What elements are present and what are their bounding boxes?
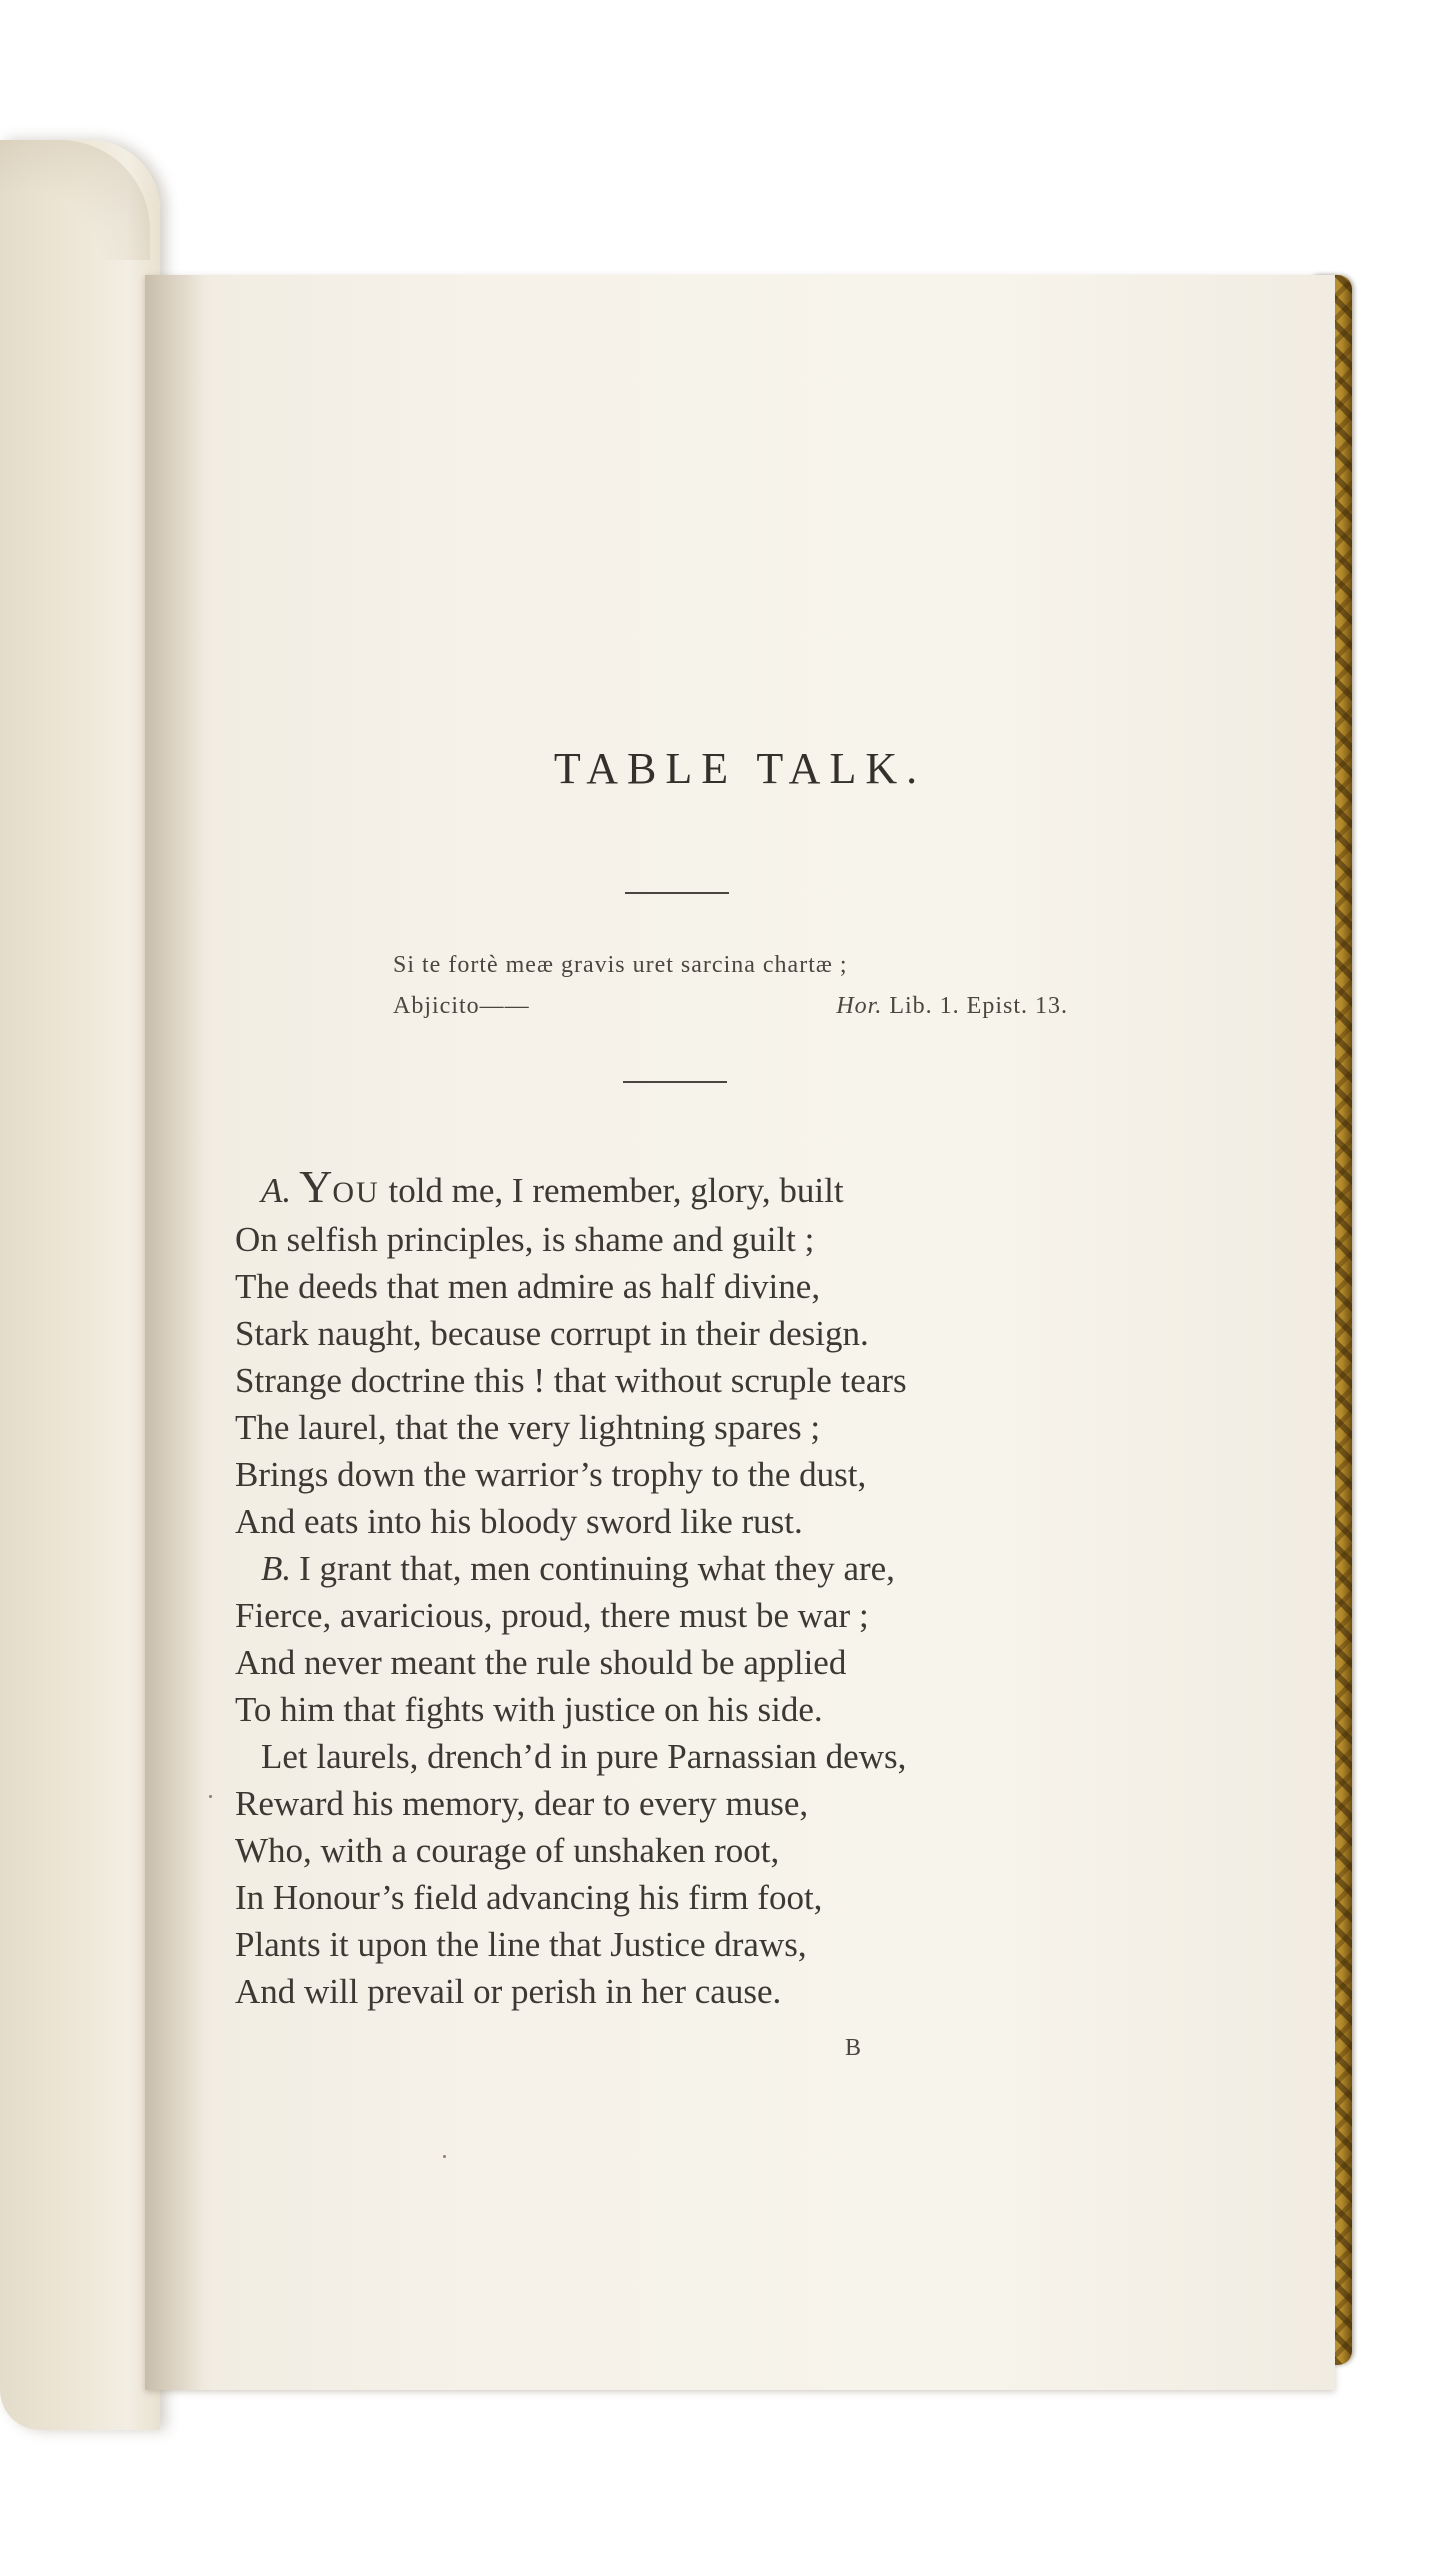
rule-above-epigraph xyxy=(625,892,729,894)
poem-line: In Honour’s field advancing his firm foot, xyxy=(235,1878,823,1917)
poem-line: And never meant the rule should be applied xyxy=(235,1643,847,1682)
citation-author: Hor. xyxy=(836,993,883,1019)
poem-line: Brings down the warrior’s trophy to the dust, xyxy=(235,1455,867,1494)
citation-reference: Lib. 1. Epist. 13. xyxy=(882,993,1068,1019)
epigraph-citation xyxy=(836,993,1068,1020)
poem-line: Strange doctrine this ! that without scruple tears xyxy=(235,1361,907,1400)
poem-line: The laurel, that the very lightning spares ; xyxy=(235,1408,821,1447)
left-page xyxy=(0,140,160,2430)
paper-speck xyxy=(209,1795,212,1798)
small-caps-text: OU xyxy=(332,1176,380,1209)
line-text: told me, I remember, glory, built xyxy=(379,1171,844,1210)
paper-speck xyxy=(443,2155,446,2158)
signature-mark: B xyxy=(845,2035,862,2061)
poem-line: And eats into his bloody sword like rust. xyxy=(235,1502,803,1541)
poem-line: To him that fights with justice on his side. xyxy=(235,1690,823,1729)
poem xyxy=(235,1163,1235,2015)
speaker-b: B. xyxy=(261,1549,292,1588)
poem-line: The deeds that men admire as half divine, xyxy=(235,1267,821,1306)
poem-line: On selfish principles, is shame and guilt ; xyxy=(235,1220,815,1259)
poem-line: Stark naught, because corrupt in their design. xyxy=(235,1314,869,1353)
poem-line-b xyxy=(235,1545,1235,1592)
poem-line: Who, with a courage of unshaken root, xyxy=(235,1831,780,1870)
poem-line-indented: Let laurels, drench’d in pure Parnassian dews, xyxy=(261,1737,907,1776)
epigraph-text: Si te fortè meæ gravis uret sarcina chartæ ; xyxy=(393,952,848,978)
poem-line: And will prevail or perish in her cause. xyxy=(235,1972,782,2011)
poem-line: Plants it upon the line that Justice draws, xyxy=(235,1925,807,1964)
book-page xyxy=(145,275,1335,2390)
poem-line-1 xyxy=(235,1163,1235,1216)
line-text: I grant that, men continuing what they are, xyxy=(299,1549,895,1588)
drop-capital: Y xyxy=(299,1161,333,1212)
rule-below-epigraph xyxy=(623,1081,727,1083)
page-title: TABLE TALK. xyxy=(553,744,927,793)
poem-line: Fierce, avaricious, proud, there must be war ; xyxy=(235,1596,869,1635)
poem-line: Reward his memory, dear to every muse, xyxy=(235,1784,809,1823)
gutter-shadow xyxy=(145,275,205,2390)
epigraph-abjicito: Abjicito—— xyxy=(393,993,530,1019)
page-content xyxy=(145,275,1335,2390)
speaker-a: A. xyxy=(261,1171,292,1210)
